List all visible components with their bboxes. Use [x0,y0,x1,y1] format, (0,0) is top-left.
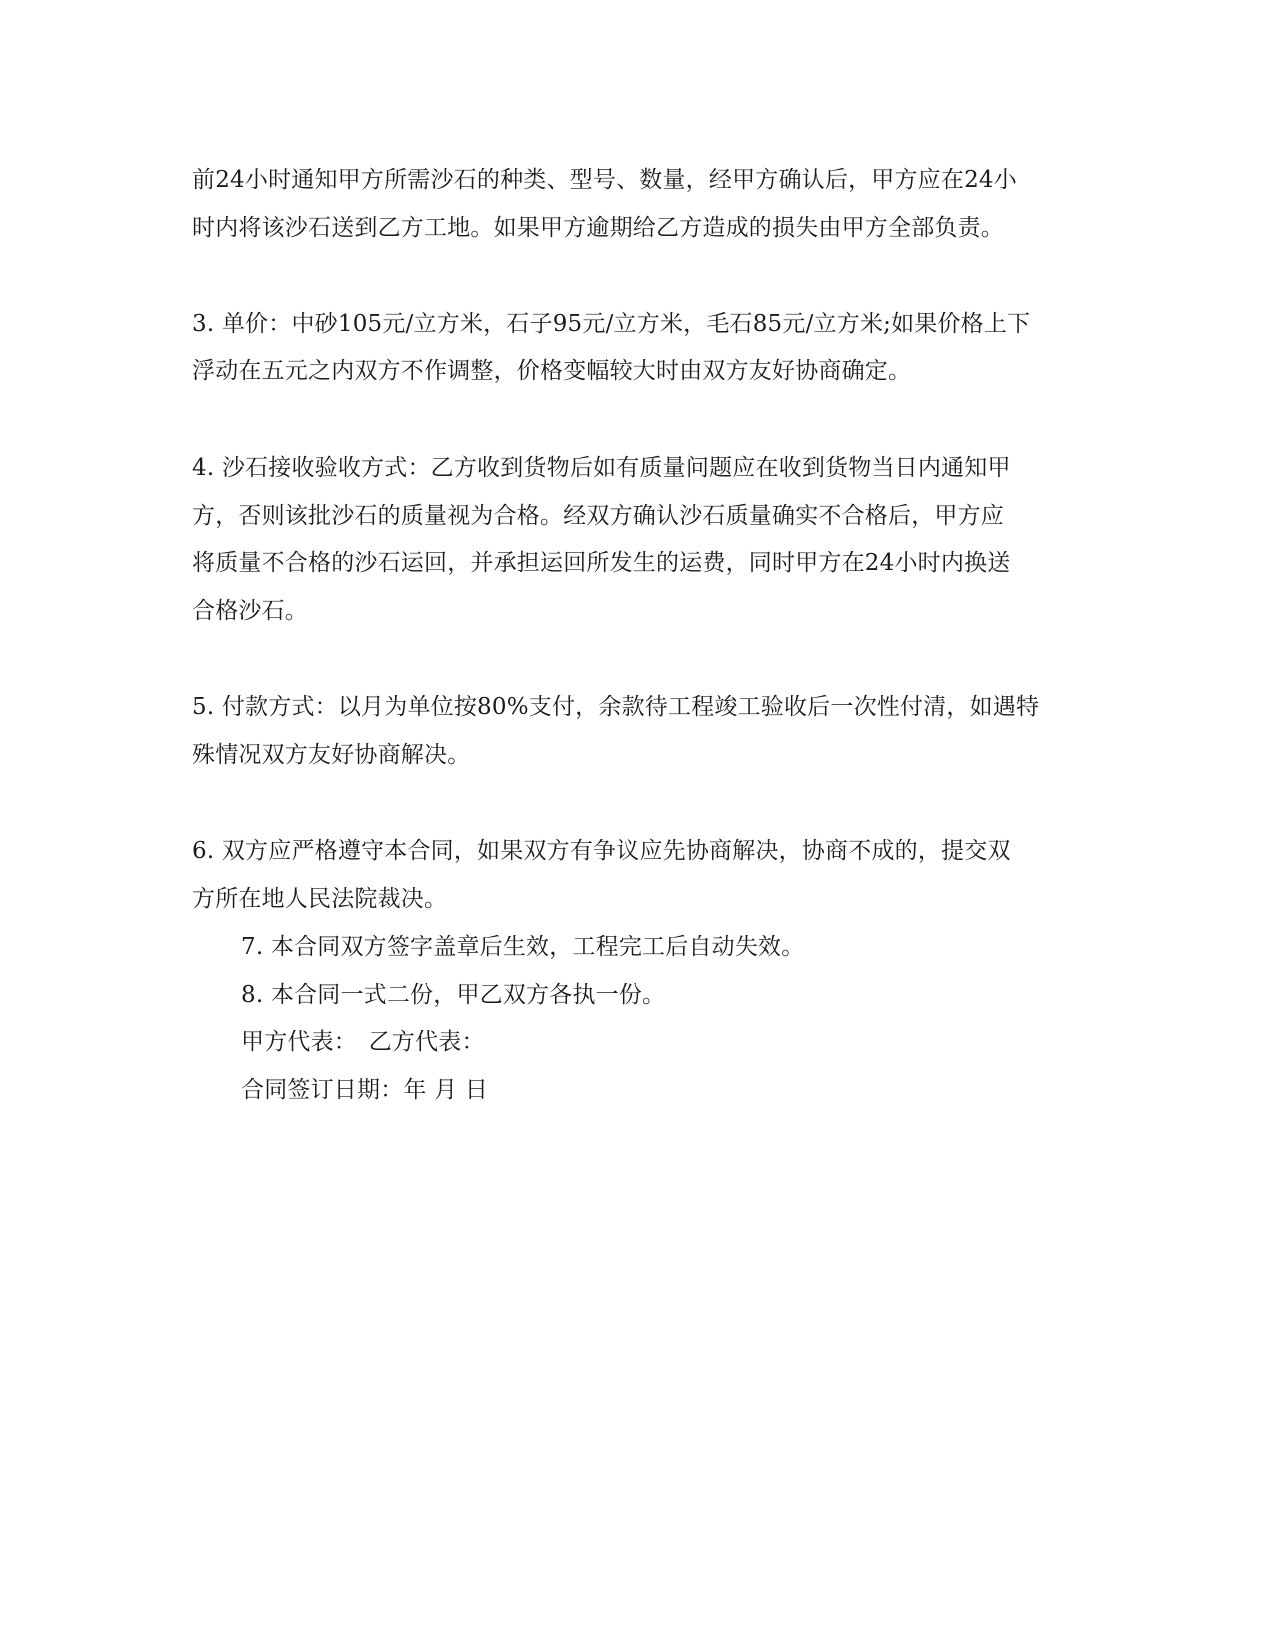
clause-3-line: 浮动在五元之内双方不作调整，价格变幅较大时由双方友好协商确定。 [192,358,912,384]
clause-5-line: 殊情况双方友好协商解决。 [192,742,471,768]
clause-8-line: 8. 本合同一式二份，甲乙双方各执一份。 [241,982,666,1008]
signature-representatives: 甲方代表： 乙方代表： [241,1029,485,1055]
paragraph-line: 前24小时通知甲方所需沙石的种类、型号、数量，经甲方确认后，甲方应在24小 [192,167,1017,193]
signing-date: 合同签订日期：年 月 日 [241,1077,489,1103]
clause-4-line: 方，否则该批沙石的质量视为合格。经双方确认沙石质量确实不合格后，甲方应 [192,503,1004,529]
clause-6-line: 6. 双方应严格遵守本合同，如果双方有争议应先协商解决，协商不成的，提交双 [192,838,1011,864]
paragraph-line: 时内将该沙石送到乙方工地。如果甲方逾期给乙方造成的损失由甲方全部负责。 [192,215,1004,241]
clause-3-line: 3. 单价：中砂105元/立方米，石子95元/立方米，毛石85元/立方米;如果价格上下 [192,311,1031,337]
clause-5-line: 5. 付款方式：以月为单位按80%支付，余款待工程竣工验收后一次性付清，如遇特 [192,694,1040,720]
clause-4-line: 4. 沙石接收验收方式：乙方收到货物后如有质量问题应在收到货物当日内通知甲 [192,455,1011,481]
clause-7-line: 7. 本合同双方签字盖章后生效，工程完工后自动失效。 [241,934,805,960]
clause-4-line: 将质量不合格的沙石运回，并承担运回所发生的运费，同时甲方在24小时内换送 [192,550,1011,576]
clause-4-line: 合格沙石。 [192,598,308,624]
clause-6-line: 方所在地人民法院裁决。 [192,886,448,912]
